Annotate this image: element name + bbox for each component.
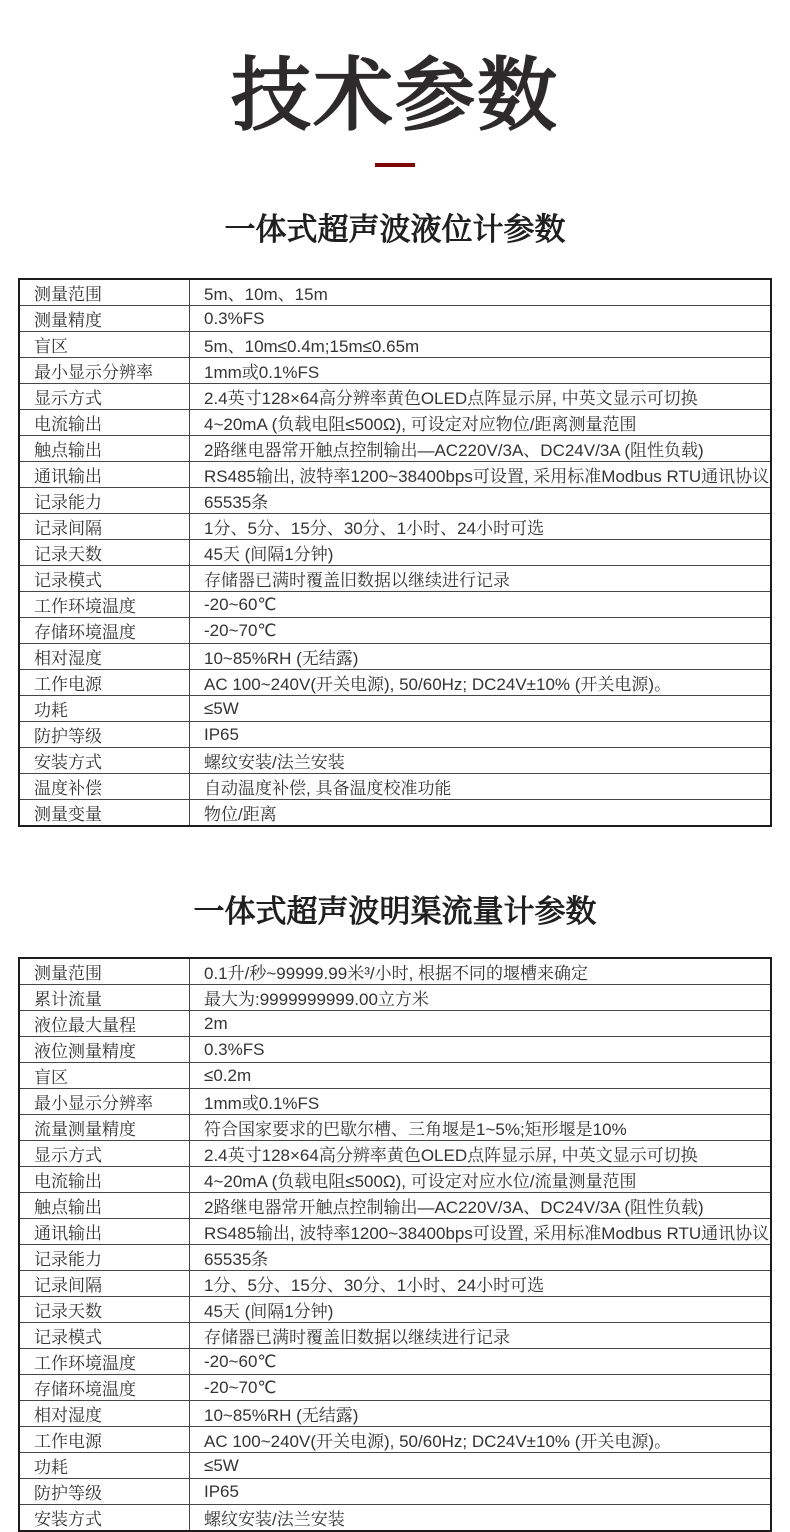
- table-row: [19, 566, 771, 592]
- spec-value-cell: 0.3%FS: [190, 1037, 772, 1063]
- spec-value-cell: 1分、5分、15分、30分、1小时、24小时可选: [190, 514, 772, 540]
- spec-value-cell: 5m、10m、15m: [190, 279, 772, 306]
- table-row: [19, 774, 771, 800]
- section-level-meter: [0, 211, 790, 827]
- section-heading: 一体式超声波液位计参数: [224, 212, 566, 247]
- table-row: [19, 1193, 771, 1219]
- spec-table: [18, 957, 772, 1532]
- section-flow-meter: [0, 893, 790, 1532]
- spec-label-cell: 盲区: [19, 1063, 190, 1089]
- spec-label-cell: 存储环境温度: [19, 1375, 190, 1401]
- table-row: [19, 1089, 771, 1115]
- spec-label-cell: 安装方式: [19, 1505, 190, 1532]
- table-row: [19, 279, 771, 306]
- spec-value-cell: 符合国家要求的巴歇尔槽、三角堰是1~5%;矩形堰是10%: [190, 1115, 772, 1141]
- spec-label-cell: 功耗: [19, 1453, 190, 1479]
- table-row: [19, 488, 771, 514]
- table-row: [19, 958, 771, 985]
- page: [0, 51, 790, 1532]
- table-row: [19, 1219, 771, 1245]
- table-row: [19, 1375, 771, 1401]
- title-underline: [375, 163, 415, 167]
- spec-value-cell: AC 100~240V(开关电源), 50/60Hz; DC24V±10% (开关电源)。: [190, 670, 772, 696]
- spec-value-cell: RS485输出, 波特率1200~38400bps可设置, 采用标准Modbus RTU通讯协议: [190, 1219, 772, 1245]
- table-row: [19, 1323, 771, 1349]
- spec-value-cell: 65535条: [190, 488, 772, 514]
- page-title: 技术参数: [231, 51, 559, 140]
- table-row: [19, 306, 771, 332]
- spec-value-cell: 2.4英寸128×64高分辨率黄色OLED点阵显示屏, 中英文显示可切换: [190, 1141, 772, 1167]
- spec-label-cell: 触点输出: [19, 436, 190, 462]
- spec-label-cell: 通讯输出: [19, 462, 190, 488]
- table-row: [19, 696, 771, 722]
- spec-label-cell: 温度补偿: [19, 774, 190, 800]
- table-row: [19, 1063, 771, 1089]
- table-row: [19, 436, 771, 462]
- spec-value-cell: 2路继电器常开触点控制输出—AC220V/3A、DC24V/3A (阻性负载): [190, 436, 772, 462]
- spec-value-cell: AC 100~240V(开关电源), 50/60Hz; DC24V±10% (开关电源)。: [190, 1427, 772, 1453]
- spec-label-cell: 工作环境温度: [19, 1349, 190, 1375]
- spec-value-cell: 45天 (间隔1分钟): [190, 1297, 772, 1323]
- spec-label-cell: 存储环境温度: [19, 618, 190, 644]
- spec-value-cell: 螺纹安装/法兰安装: [190, 1505, 772, 1532]
- spec-value-cell: RS485输出, 波特率1200~38400bps可设置, 采用标准Modbus RTU通讯协议: [190, 462, 772, 488]
- spec-label-cell: 工作环境温度: [19, 592, 190, 618]
- spec-value-cell: 45天 (间隔1分钟): [190, 540, 772, 566]
- spec-label-cell: 最小显示分辨率: [19, 358, 190, 384]
- table-row: [19, 644, 771, 670]
- spec-value-cell: 1mm或0.1%FS: [190, 358, 772, 384]
- spec-value-cell: 4~20mA (负载电阻≤500Ω), 可设定对应物位/距离测量范围: [190, 410, 772, 436]
- spec-label-cell: 功耗: [19, 696, 190, 722]
- table-row: [19, 592, 771, 618]
- table-row: [19, 1453, 771, 1479]
- spec-table: [18, 278, 772, 827]
- spec-label-cell: 记录模式: [19, 1323, 190, 1349]
- spec-label-cell: 触点输出: [19, 1193, 190, 1219]
- spec-label-cell: 流量测量精度: [19, 1115, 190, 1141]
- spec-label-cell: 相对湿度: [19, 644, 190, 670]
- spec-value-cell: 2路继电器常开触点控制输出—AC220V/3A、DC24V/3A (阻性负载): [190, 1193, 772, 1219]
- spec-label-cell: 工作电源: [19, 1427, 190, 1453]
- spec-label-cell: 记录天数: [19, 1297, 190, 1323]
- table-row: [19, 1349, 771, 1375]
- section-heading: 一体式超声波明渠流量计参数: [193, 894, 597, 930]
- table-row: [19, 1245, 771, 1271]
- spec-label-cell: 液位测量精度: [19, 1037, 190, 1063]
- spec-label-cell: 记录间隔: [19, 514, 190, 540]
- spec-label-cell: 液位最大量程: [19, 1011, 190, 1037]
- spec-value-cell: 10~85%RH (无结露): [190, 644, 772, 670]
- spec-value-cell: 65535条: [190, 1245, 772, 1271]
- spec-value-cell: -20~70℃: [190, 1375, 772, 1401]
- spec-label-cell: 通讯输出: [19, 1219, 190, 1245]
- spec-label-cell: 显示方式: [19, 384, 190, 410]
- spec-label-cell: 记录能力: [19, 488, 190, 514]
- table-row: [19, 1011, 771, 1037]
- spec-value-cell: 4~20mA (负载电阻≤500Ω), 可设定对应水位/流量测量范围: [190, 1167, 772, 1193]
- spec-value-cell: 5m、10m≤0.4m;15m≤0.65m: [190, 332, 772, 358]
- table-row: [19, 540, 771, 566]
- table-row: [19, 358, 771, 384]
- table-row: [19, 1115, 771, 1141]
- spec-value-cell: 物位/距离: [190, 800, 772, 827]
- spec-label-cell: 防护等级: [19, 1479, 190, 1505]
- spec-label-cell: 测量变量: [19, 800, 190, 827]
- spec-label-cell: 记录能力: [19, 1245, 190, 1271]
- table-row: [19, 462, 771, 488]
- spec-value-cell: 自动温度补偿, 具备温度校准功能: [190, 774, 772, 800]
- spec-label-cell: 记录天数: [19, 540, 190, 566]
- spec-label-cell: 记录模式: [19, 566, 190, 592]
- spec-value-cell: 1mm或0.1%FS: [190, 1089, 772, 1115]
- spec-label-cell: 显示方式: [19, 1141, 190, 1167]
- spec-label-cell: 测量范围: [19, 958, 190, 985]
- spec-label-cell: 安装方式: [19, 748, 190, 774]
- table-row: [19, 670, 771, 696]
- spec-value-cell: ≤5W: [190, 696, 772, 722]
- spec-value-cell: 存储器已满时覆盖旧数据以继续进行记录: [190, 1323, 772, 1349]
- table-row: [19, 410, 771, 436]
- spec-label-cell: 电流输出: [19, 1167, 190, 1193]
- spec-value-cell: 2.4英寸128×64高分辨率黄色OLED点阵显示屏, 中英文显示可切换: [190, 384, 772, 410]
- spec-label-cell: 累计流量: [19, 985, 190, 1011]
- table-row: [19, 1271, 771, 1297]
- table-row: [19, 618, 771, 644]
- table-row: [19, 332, 771, 358]
- spec-label-cell: 电流输出: [19, 410, 190, 436]
- table-row: [19, 985, 771, 1011]
- table-row: [19, 748, 771, 774]
- spec-label-cell: 防护等级: [19, 722, 190, 748]
- table-row: [19, 514, 771, 540]
- table-row: [19, 1297, 771, 1323]
- spec-value-cell: 10~85%RH (无结露): [190, 1401, 772, 1427]
- table-row: [19, 1037, 771, 1063]
- table-row: [19, 384, 771, 410]
- spec-value-cell: 2m: [190, 1011, 772, 1037]
- table-row: [19, 722, 771, 748]
- spec-label-cell: 工作电源: [19, 670, 190, 696]
- spec-label-cell: 测量精度: [19, 306, 190, 332]
- table-row: [19, 1401, 771, 1427]
- spec-label-cell: 相对湿度: [19, 1401, 190, 1427]
- spec-label-cell: 最小显示分辨率: [19, 1089, 190, 1115]
- spec-value-cell: ≤0.2m: [190, 1063, 772, 1089]
- spec-value-cell: 存储器已满时覆盖旧数据以继续进行记录: [190, 566, 772, 592]
- spec-value-cell: IP65: [190, 722, 772, 748]
- spec-value-cell: -20~60℃: [190, 1349, 772, 1375]
- table-row: [19, 1479, 771, 1505]
- table-row: [19, 1427, 771, 1453]
- spec-value-cell: -20~60℃: [190, 592, 772, 618]
- spec-value-cell: 0.3%FS: [190, 306, 772, 332]
- spec-value-cell: 螺纹安装/法兰安装: [190, 748, 772, 774]
- spec-label-cell: 测量范围: [19, 279, 190, 306]
- table-row: [19, 800, 771, 827]
- spec-value-cell: 0.1升/秒~99999.99米³/小时, 根据不同的堰槽来确定: [190, 958, 772, 985]
- table-row: [19, 1141, 771, 1167]
- spec-value-cell: ≤5W: [190, 1453, 772, 1479]
- table-row: [19, 1505, 771, 1532]
- table-row: [19, 1167, 771, 1193]
- spec-label-cell: 盲区: [19, 332, 190, 358]
- spec-value-cell: -20~70℃: [190, 618, 772, 644]
- spec-value-cell: IP65: [190, 1479, 772, 1505]
- spec-label-cell: 记录间隔: [19, 1271, 190, 1297]
- spec-value-cell: 1分、5分、15分、30分、1小时、24小时可选: [190, 1271, 772, 1297]
- spec-value-cell: 最大为:9999999999.00立方米: [190, 985, 772, 1011]
